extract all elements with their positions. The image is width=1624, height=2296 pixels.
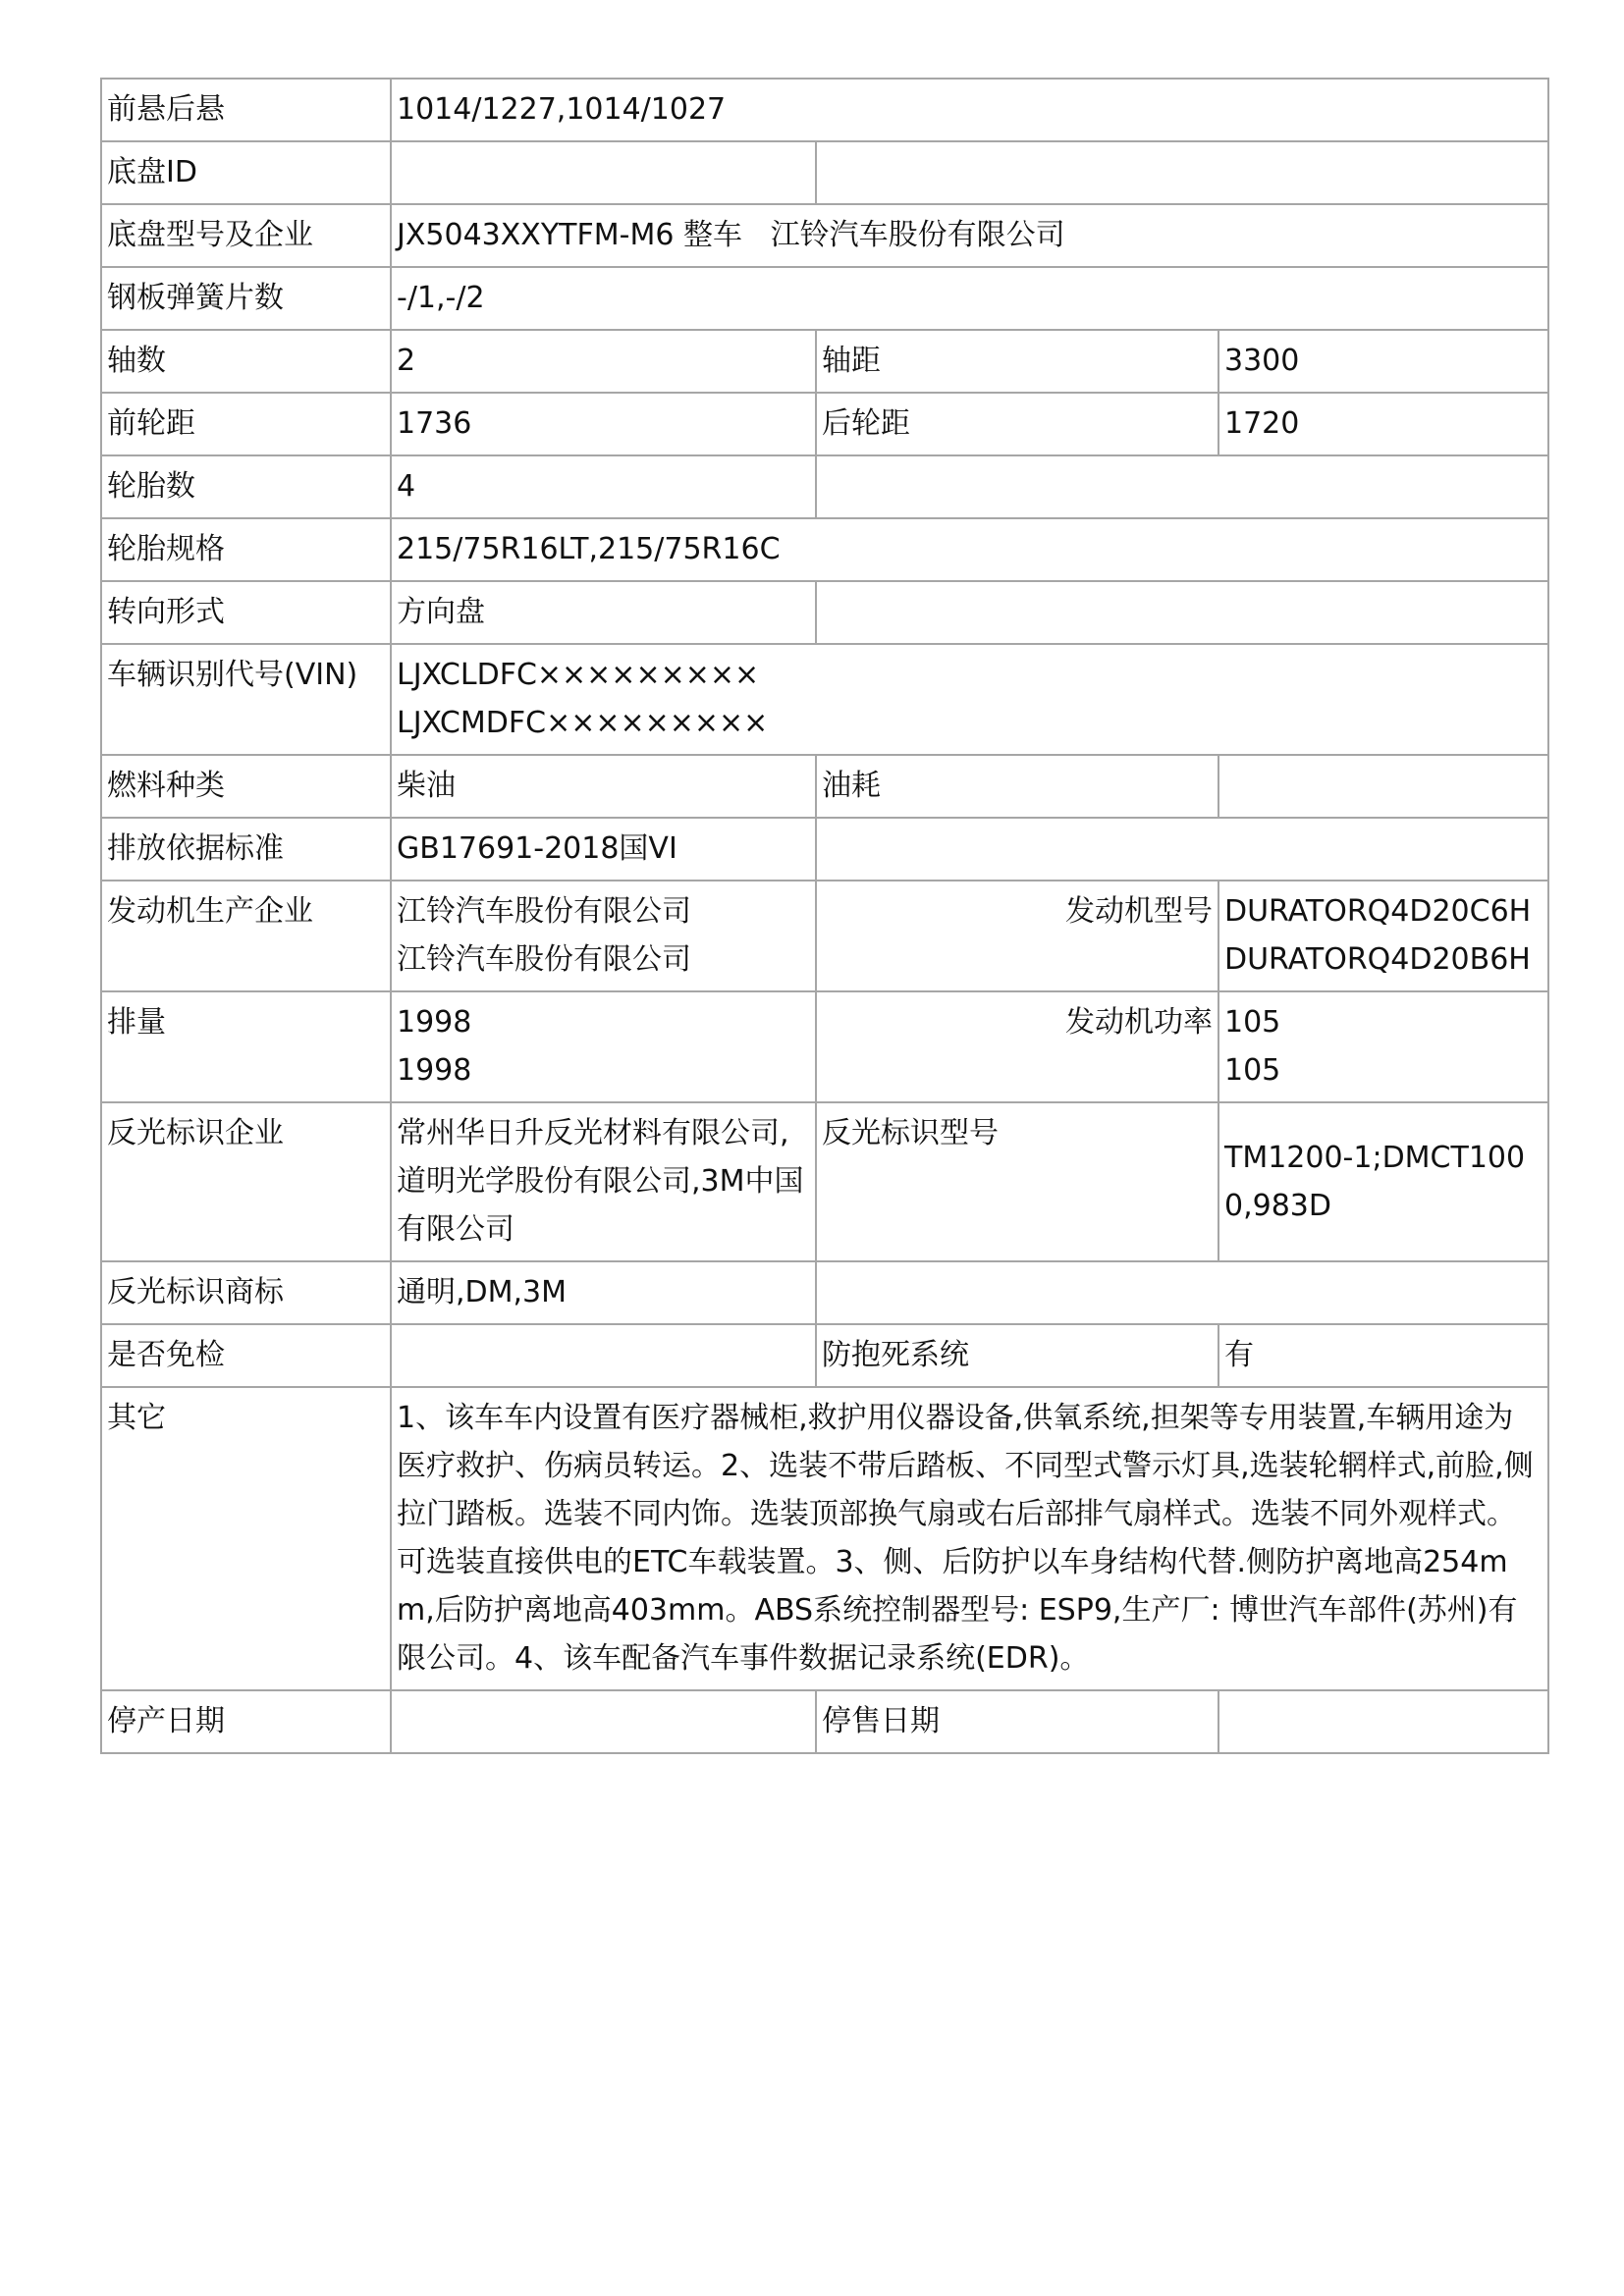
- label-tire-spec: 轮胎规格: [101, 518, 391, 581]
- table-row-stop-dates: [101, 1690, 1548, 1753]
- label-engine-power: 发动机功率: [816, 991, 1218, 1102]
- table-row-tire-count: [101, 455, 1548, 518]
- table-row-reflector-brand: [101, 1261, 1548, 1324]
- label-fuel-consumption: 油耗: [816, 755, 1218, 818]
- chassis-model-text: JX5043XXYTFM-M6 整车 江铃汽车股份有限公司: [397, 218, 1065, 252]
- label-displacement: 排量: [101, 991, 391, 1102]
- value-axles: 2: [391, 330, 816, 393]
- table-row-tire-spec: [101, 518, 1548, 581]
- displacement-line-2: 1998: [397, 1053, 472, 1088]
- table-row-axles: [101, 330, 1548, 393]
- value-other: 1、该车车内设置有医疗器械柜,救护用仪器设备,供氧系统,担架等专用装置,车辆用途为医疗救护、伤病员转运。2、选装不带后踏板、不同型式警示灯具,选装轮辋样式,前脸,侧拉门踏板。选装不同内饰。选装顶部换气扇或右后部排气扇样式。选装不同外观样式。可选装直接供电的ETC车载装置。3、侧、后防护以车身结构代替.侧防护离地高254mm,后防护离地高403mm。ABS系统控制器型号: ESP9,生产厂: 博世汽车部件(苏州)有限公司。4、该车配备汽车事件数据记录系统(EDR)。: [391, 1387, 1548, 1690]
- value-vin: [391, 644, 1548, 755]
- value-fuel-consumption: [1218, 755, 1548, 818]
- value-engine-model: [1218, 881, 1548, 991]
- label-front-track: 前轮距: [101, 393, 391, 455]
- label-vin: 车辆识别代号(VIN): [101, 644, 391, 755]
- label-leaf-springs: 钢板弹簧片数: [101, 267, 391, 330]
- label-reflector-company: 反光标识企业: [101, 1102, 391, 1261]
- label-other: 其它: [101, 1387, 391, 1690]
- table-row-engine-maker: [101, 881, 1548, 991]
- label-rear-track: 后轮距: [816, 393, 1218, 455]
- table-row-emission: [101, 818, 1548, 881]
- value-engine-maker: [391, 881, 816, 991]
- label-tire-count: 轮胎数: [101, 455, 391, 518]
- table-row-steering: [101, 581, 1548, 644]
- value-engine-power: [1218, 991, 1548, 1102]
- displacement-line-1: 1998: [397, 1005, 472, 1040]
- label-fuel: 燃料种类: [101, 755, 391, 818]
- engine-power-line-1: 105: [1224, 1005, 1281, 1040]
- empty-cell: [816, 581, 1548, 644]
- table-row-other: [101, 1387, 1548, 1690]
- engine-power-line-2: 105: [1224, 1053, 1281, 1088]
- empty-cell: [816, 818, 1548, 881]
- table-row-displacement: [101, 991, 1548, 1102]
- label-reflector-model: 反光标识型号: [816, 1102, 1218, 1261]
- value-tire-spec: 215/75R16LT,215/75R16C: [391, 518, 1548, 581]
- value-stop-sales: [1218, 1690, 1548, 1753]
- label-stop-sales: 停售日期: [816, 1690, 1218, 1753]
- value-rear-track: 1720: [1218, 393, 1548, 455]
- label-axles: 轴数: [101, 330, 391, 393]
- label-chassis-model: 底盘型号及企业: [101, 204, 391, 267]
- label-chassis-id: 底盘ID: [101, 141, 391, 204]
- value-emission: GB17691-2018国VI: [391, 818, 816, 881]
- value-reflector-model: TM1200-1;DMCT1000,983D: [1218, 1102, 1548, 1261]
- label-stop-production: 停产日期: [101, 1690, 391, 1753]
- vehicle-spec-table: [100, 78, 1549, 1754]
- label-abs: 防抱死系统: [816, 1324, 1218, 1387]
- table-row-track: [101, 393, 1548, 455]
- table-row-overhang: [101, 79, 1548, 141]
- value-chassis-id: [391, 141, 816, 204]
- value-tire-count: 4: [391, 455, 816, 518]
- engine-model-line-1: DURATORQ4D20C6H: [1224, 894, 1532, 929]
- engine-maker-line-2: 江铃汽车股份有限公司: [397, 942, 691, 977]
- table-row-vin: [101, 644, 1548, 755]
- value-chassis-model: [391, 204, 1548, 267]
- value-wheelbase: 3300: [1218, 330, 1548, 393]
- table-row-fuel: [101, 755, 1548, 818]
- table-row-chassis-id: [101, 141, 1548, 204]
- value-leaf-springs: -/1,-/2: [391, 267, 1548, 330]
- value-front-track: 1736: [391, 393, 816, 455]
- value-reflector-company: 常州华日升反光材料有限公司,道明光学股份有限公司,3M中国有限公司: [391, 1102, 816, 1261]
- vin-line-1: LJXCLDFC×××××××××: [397, 658, 760, 692]
- value-stop-production: [391, 1690, 816, 1753]
- table-row-leaf-springs: [101, 267, 1548, 330]
- label-engine-model: 发动机型号: [816, 881, 1218, 991]
- label-emission: 排放依据标准: [101, 818, 391, 881]
- table-row-chassis-model: [101, 204, 1548, 267]
- value-exempt: [391, 1324, 816, 1387]
- value-displacement: [391, 991, 816, 1102]
- label-exempt: 是否免检: [101, 1324, 391, 1387]
- empty-cell: [816, 455, 1548, 518]
- value-reflector-brand: 通明,DM,3M: [391, 1261, 816, 1324]
- table-row-exempt: [101, 1324, 1548, 1387]
- label-engine-maker: 发动机生产企业: [101, 881, 391, 991]
- table-row-reflector-company: [101, 1102, 1548, 1261]
- vin-line-2: LJXCMDFC×××××××××: [397, 706, 769, 740]
- empty-cell: [816, 1261, 1548, 1324]
- label-wheelbase: 轴距: [816, 330, 1218, 393]
- label-reflector-brand: 反光标识商标: [101, 1261, 391, 1324]
- value-fuel: 柴油: [391, 755, 816, 818]
- value-overhang: 1014/1227,1014/1027: [391, 79, 1548, 141]
- label-steering: 转向形式: [101, 581, 391, 644]
- label-overhang: 前悬后悬: [101, 79, 391, 141]
- value-abs: 有: [1218, 1324, 1548, 1387]
- engine-maker-line-1: 江铃汽车股份有限公司: [397, 894, 691, 929]
- engine-model-line-2: DURATORQ4D20B6H: [1224, 942, 1531, 977]
- empty-cell: [816, 141, 1548, 204]
- value-steering: 方向盘: [391, 581, 816, 644]
